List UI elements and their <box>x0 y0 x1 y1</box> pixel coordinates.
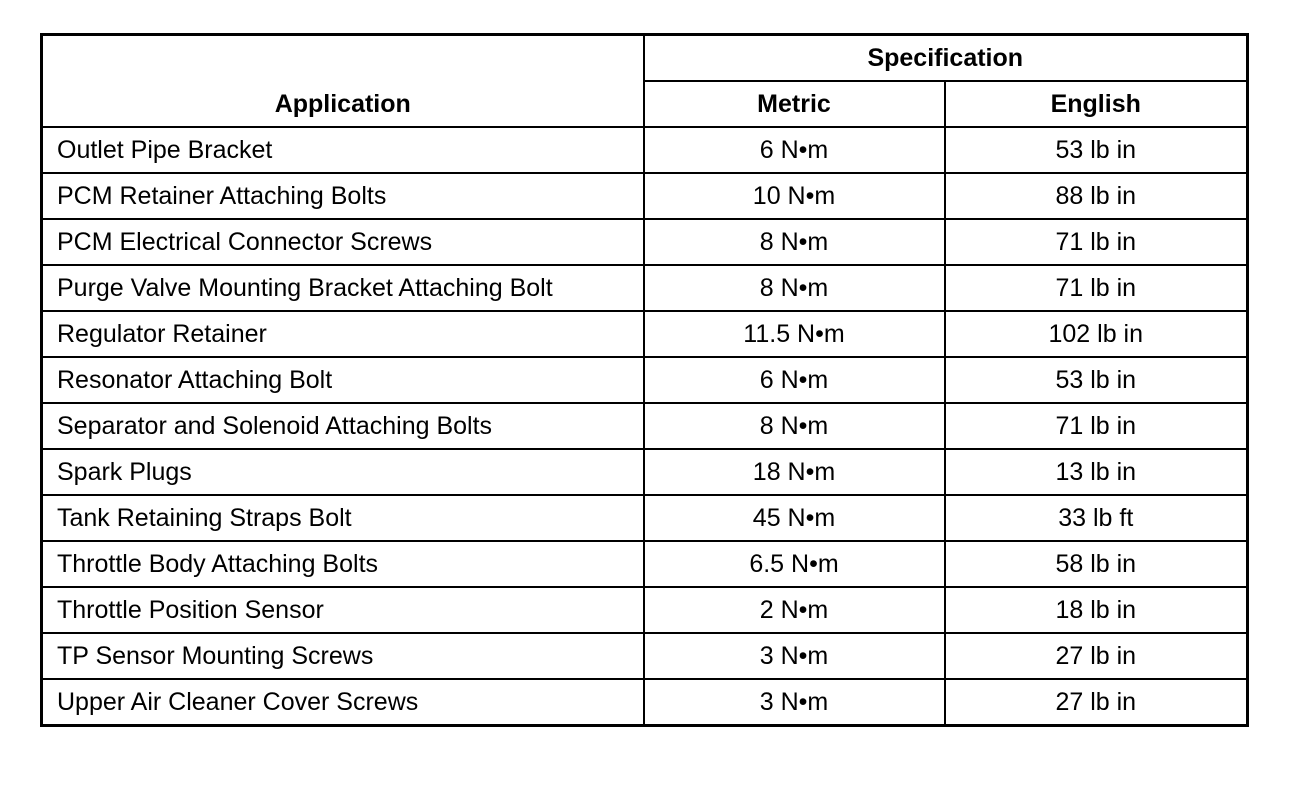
english-value-cell: 27 lb in <box>945 633 1248 679</box>
metric-value-cell: 18 N•m <box>644 449 945 495</box>
metric-value-cell: 6 N•m <box>644 127 945 173</box>
table-row <box>42 679 1248 726</box>
header-row-top <box>42 35 1248 82</box>
table-body <box>42 127 1248 726</box>
metric-value-cell: 8 N•m <box>644 219 945 265</box>
application-cell: PCM Retainer Attaching Bolts <box>42 173 644 219</box>
table-row <box>42 219 1248 265</box>
table-row <box>42 633 1248 679</box>
table-row <box>42 403 1248 449</box>
application-cell: Throttle Body Attaching Bolts <box>42 541 644 587</box>
application-cell: TP Sensor Mounting Screws <box>42 633 644 679</box>
table-row <box>42 449 1248 495</box>
application-cell: Throttle Position Sensor <box>42 587 644 633</box>
metric-value-cell: 6.5 N•m <box>644 541 945 587</box>
application-cell: Resonator Attaching Bolt <box>42 357 644 403</box>
application-cell: Upper Air Cleaner Cover Screws <box>42 679 644 726</box>
metric-value-cell: 45 N•m <box>644 495 945 541</box>
english-value-cell: 53 lb in <box>945 357 1248 403</box>
application-cell: PCM Electrical Connector Screws <box>42 219 644 265</box>
table-row <box>42 541 1248 587</box>
table-row <box>42 127 1248 173</box>
application-cell: Regulator Retainer <box>42 311 644 357</box>
application-cell: Separator and Solenoid Attaching Bolts <box>42 403 644 449</box>
application-cell: Outlet Pipe Bracket <box>42 127 644 173</box>
metric-value-cell: 2 N•m <box>644 587 945 633</box>
metric-value-cell: 10 N•m <box>644 173 945 219</box>
application-cell: Tank Retaining Straps Bolt <box>42 495 644 541</box>
application-cell: Purge Valve Mounting Bracket Attaching Bolt <box>42 265 644 311</box>
table-row <box>42 495 1248 541</box>
metric-value-cell: 3 N•m <box>644 679 945 726</box>
metric-value-cell: 8 N•m <box>644 403 945 449</box>
table-row <box>42 357 1248 403</box>
application-header: Application <box>42 35 644 128</box>
english-value-cell: 71 lb in <box>945 219 1248 265</box>
metric-value-cell: 8 N•m <box>644 265 945 311</box>
english-value-cell: 88 lb in <box>945 173 1248 219</box>
torque-spec-table <box>40 33 1249 727</box>
english-value-cell: 71 lb in <box>945 403 1248 449</box>
table-row <box>42 265 1248 311</box>
table-row <box>42 587 1248 633</box>
table-row <box>42 311 1248 357</box>
table-row <box>42 173 1248 219</box>
english-value-cell: 102 lb in <box>945 311 1248 357</box>
metric-value-cell: 11.5 N•m <box>644 311 945 357</box>
english-value-cell: 13 lb in <box>945 449 1248 495</box>
application-cell: Spark Plugs <box>42 449 644 495</box>
english-header: English <box>945 81 1248 127</box>
english-value-cell: 71 lb in <box>945 265 1248 311</box>
metric-value-cell: 6 N•m <box>644 357 945 403</box>
english-value-cell: 27 lb in <box>945 679 1248 726</box>
english-value-cell: 18 lb in <box>945 587 1248 633</box>
english-value-cell: 53 lb in <box>945 127 1248 173</box>
specification-header: Specification <box>644 35 1248 82</box>
english-value-cell: 58 lb in <box>945 541 1248 587</box>
metric-header: Metric <box>644 81 945 127</box>
english-value-cell: 33 lb ft <box>945 495 1248 541</box>
metric-value-cell: 3 N•m <box>644 633 945 679</box>
